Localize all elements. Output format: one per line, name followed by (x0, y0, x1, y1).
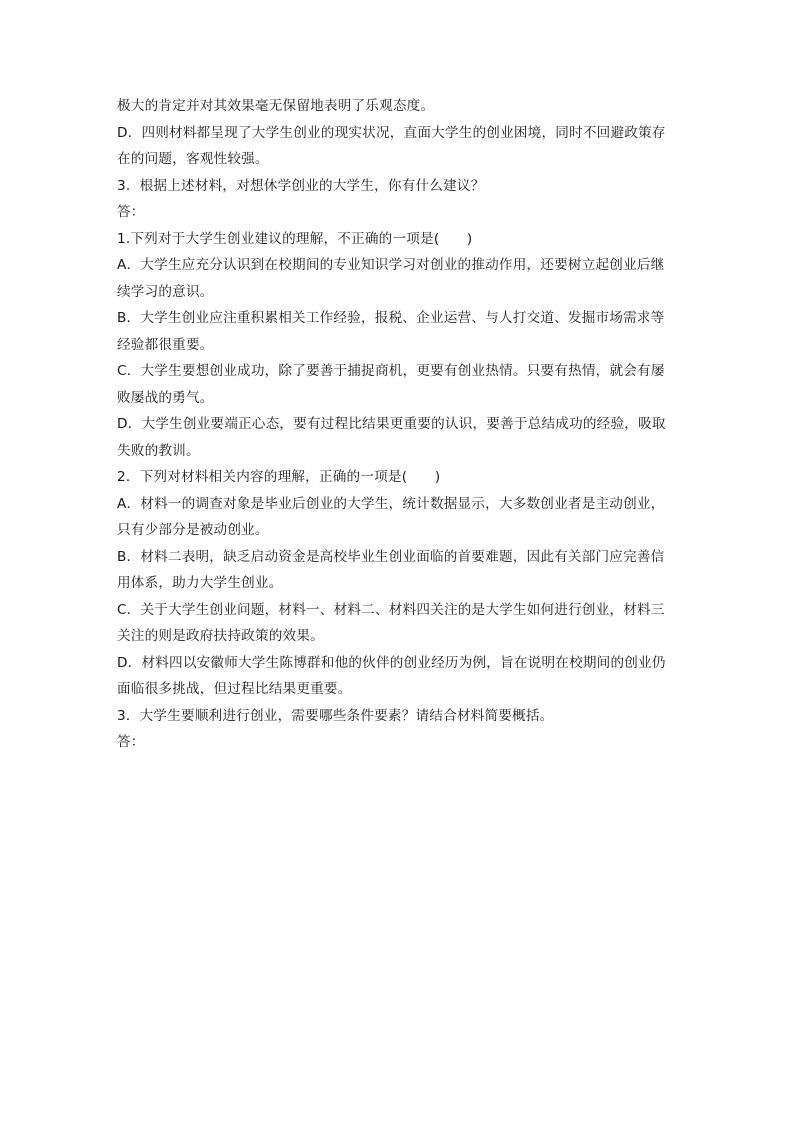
q2-option-a-line-2: 只有少部分是被动创业。 (117, 522, 269, 538)
answer-label-2: 答： (117, 734, 145, 750)
q2-option-a-line-1: A．材料一的调查对象是毕业后创业的大学生，统计数据显示，大多数创业者是主动创业， (117, 495, 665, 512)
document-body (117, 93, 677, 756)
q1-option-b-line-2: 经验都很重要。 (117, 336, 214, 353)
q2-option-c-line-2: 关注的则是政府扶持政策的效果。 (117, 628, 324, 644)
q1-option-b-line-1: B．大学生创业应注重积累相关工作经验，报税、企业运营、与人打交道、发掘市场需求等 (117, 310, 665, 326)
q2-option-d-line-1: D．材料四以安徽师大学生陈博群和他的伙伴的创业经历为例，旨在说明在校期间的创业仍 (117, 654, 666, 671)
q1-option-d-line-1: D．大学生创业要端正心态，要有过程比结果更重要的认识，要善于总结成功的经验，吸取 (117, 416, 666, 432)
q1-option-d-line-2: 失败的教训。 (117, 442, 200, 459)
option-d-line-1: D．四则材料都呈现了大学生创业的现实状况，直面大学生的创业困境，同时不回避政策存 (117, 124, 666, 141)
q2-option-d-line-2: 面临很多挑战，但过程比结果更重要。 (117, 681, 352, 697)
question-3-prompt: 3．根据上述材料，对想休学创业的大学生，你有什么建议？ (117, 177, 485, 194)
option-d-line-2: 在的问题，客观性较强。 (117, 151, 269, 167)
q2-option-b-line-2: 用体系，助力大学生创业。 (117, 575, 283, 591)
q2-option-b-line-1: B．材料二表明，缺乏启动资金是高校毕业生创业面临的首要难题，因此有关部门应完善信 (117, 548, 665, 565)
question-3b-prompt: 3．大学生要顺利进行创业，需要哪些条件要素？请结合材料简要概括。 (117, 707, 554, 724)
question-1-prompt: 1.下列对于大学生创业建议的理解，不正确的一项是( ) (117, 230, 473, 247)
answer-label: 答： (117, 204, 145, 220)
q2-option-c-line-1: C．关于大学生创业问题，材料一、材料二、材料四关注的是大学生如何进行创业，材料三 (117, 601, 665, 618)
text-line: 极大的肯定并对其效果毫无保留地表明了乐观态度。 (117, 98, 435, 114)
q1-option-a-line-1: A．大学生应充分认识到在校期间的专业知识学习对创业的推动作用，还要树立起创业后继 (117, 257, 665, 273)
q1-option-c-line-1: C．大学生要想创业成功，除了要善于捕捉商机，更要有创业热情。只要有热情，就会有屡 (117, 363, 665, 379)
question-2-prompt: 2．下列对材料相关内容的理解，正确的一项是( ) (117, 469, 441, 485)
q1-option-c-line-2: 败屡战的勇气。 (117, 389, 214, 406)
q1-option-a-line-2: 续学习的意识。 (117, 283, 214, 300)
